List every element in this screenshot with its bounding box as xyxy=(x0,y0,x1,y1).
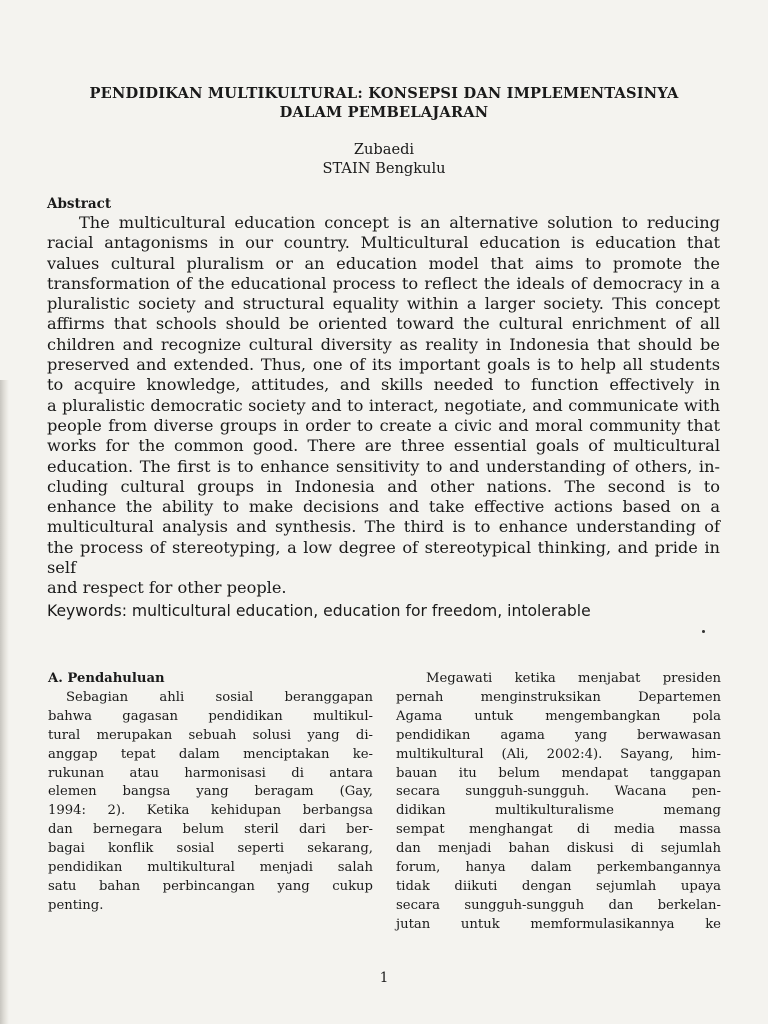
abstract-line: preserved and extended. Thus, one of its important goals is to help all students xyxy=(47,355,720,375)
body-line: sempat menghangat di media massa xyxy=(396,822,721,838)
abstract-line: pluralistic society and structural equality within a larger society. This concept xyxy=(47,294,720,314)
section-heading: A. Pendahuluan xyxy=(48,671,165,686)
author-name: Zubaedi xyxy=(353,141,415,158)
body-line: bagai konflik sosial seperti sekarang, xyxy=(48,841,373,857)
abstract-line: works for the common good. There are three essential goals of multicultural xyxy=(47,436,720,456)
page-number: 1 xyxy=(379,970,389,986)
body-column-left xyxy=(48,670,373,916)
body-line: pernah menginstruksikan Departemen xyxy=(396,689,721,705)
body-line: secara sungguh-sungguh dan berkelan- xyxy=(396,897,721,913)
abstract-line: to acquire knowledge, attitudes, and skills needed to function effectively in xyxy=(47,375,720,395)
abstract-line: The multicultural education concept is an alternative solution to reducing xyxy=(79,213,720,232)
abstract-line: people from diverse groups in order to create a civic and moral community that xyxy=(47,415,720,435)
body-line: bauan itu belum mendapat tanggapan xyxy=(396,765,721,781)
author-block xyxy=(40,140,728,178)
abstract-line: a pluralistic democratic society and to interact, negotiate, and communicate with xyxy=(47,395,720,415)
abstract-line: cluding cultural groups in Indonesia and other nations. The second is to xyxy=(47,476,720,496)
abstract-line: enhance the ability to make decisions and take effective actions based on a xyxy=(47,497,720,517)
title-line-1: PENDIDIKAN MULTIKULTURAL: KONSEPSI DAN IMPLEMENTASINYA xyxy=(89,85,679,102)
body-line: elemen bangsa yang beragam (Gay, xyxy=(48,784,373,800)
paper-title xyxy=(40,84,728,122)
body-line: forum, hanya dalam perkembangannya xyxy=(396,860,721,876)
abstract-line: racial antagonisms in our country. Multicultural education is education that xyxy=(47,233,720,253)
body-line: pendidikan agama yang berwawasan xyxy=(396,727,721,743)
abstract-line: children and recognize cultural diversity as reality in Indonesia that should be xyxy=(47,334,720,354)
body-line: Agama untuk mengembangkan pola xyxy=(396,708,721,724)
abstract-line: the process of stereotyping, a low degree of stereotypical thinking, and pride in self xyxy=(47,537,720,578)
body-line: dan bernegara belum steril dari ber- xyxy=(48,822,373,838)
body-line: jutan untuk memformulasikannya ke xyxy=(396,916,721,932)
body-line: Sebagian ahli sosial beranggapan xyxy=(66,689,373,705)
body-line: multikultural (Ali, 2002:4). Sayang, him- xyxy=(396,746,721,762)
body-line: anggap tepat dalam menciptakan ke- xyxy=(48,746,373,762)
body-line: tidak diikuti dengan sejumlah upaya xyxy=(396,878,721,894)
body-line: tural merupakan sebuah solusi yang di- xyxy=(48,727,373,743)
body-line: bahwa gagasan pendidikan multikul- xyxy=(48,708,373,724)
abstract-body xyxy=(47,213,720,599)
body-line: secara sungguh-sungguh. Wacana pen- xyxy=(396,784,721,800)
body-line: rukunan atau harmonisasi di antara xyxy=(48,765,373,781)
body-line: satu bahan perbincangan yang cukup xyxy=(48,878,373,894)
abstract-line: education. The first is to enhance sensitivity to and understanding of others, in- xyxy=(47,456,720,476)
body-line: didikan multikulturalisme memang xyxy=(396,803,721,819)
body-line: penting. xyxy=(48,897,104,913)
scan-edge-shadow xyxy=(0,380,9,1024)
body-line: pendidikan multikultural menjadi salah xyxy=(48,860,373,876)
body-line: dan menjadi bahan diskusi di sejumlah xyxy=(396,841,721,857)
scan-speck xyxy=(702,630,705,633)
body-column-right xyxy=(396,670,721,935)
abstract-line: transformation of the educational process to reflect the ideals of democracy in a xyxy=(47,273,720,293)
abstract-line: affirms that schools should be oriented toward the cultural enrichment of all xyxy=(47,314,720,334)
body-line: 1994: 2). Ketika kehidupan berbangsa xyxy=(48,803,373,819)
title-line-2: DALAM PEMBELAJARAN xyxy=(279,104,489,121)
abstract-heading: Abstract xyxy=(47,196,112,212)
abstract-line: multicultural analysis and synthesis. The third is to enhance understanding of xyxy=(47,517,720,537)
keywords: Keywords: multicultural education, education for freedom, intolerable xyxy=(47,602,591,620)
body-line: Megawati ketika menjabat presiden xyxy=(426,671,721,686)
author-affiliation: STAIN Bengkulu xyxy=(322,160,446,177)
abstract-line: values cultural pluralism or an education model that aims to promote the xyxy=(47,253,720,273)
abstract-line: and respect for other people. xyxy=(47,578,287,598)
